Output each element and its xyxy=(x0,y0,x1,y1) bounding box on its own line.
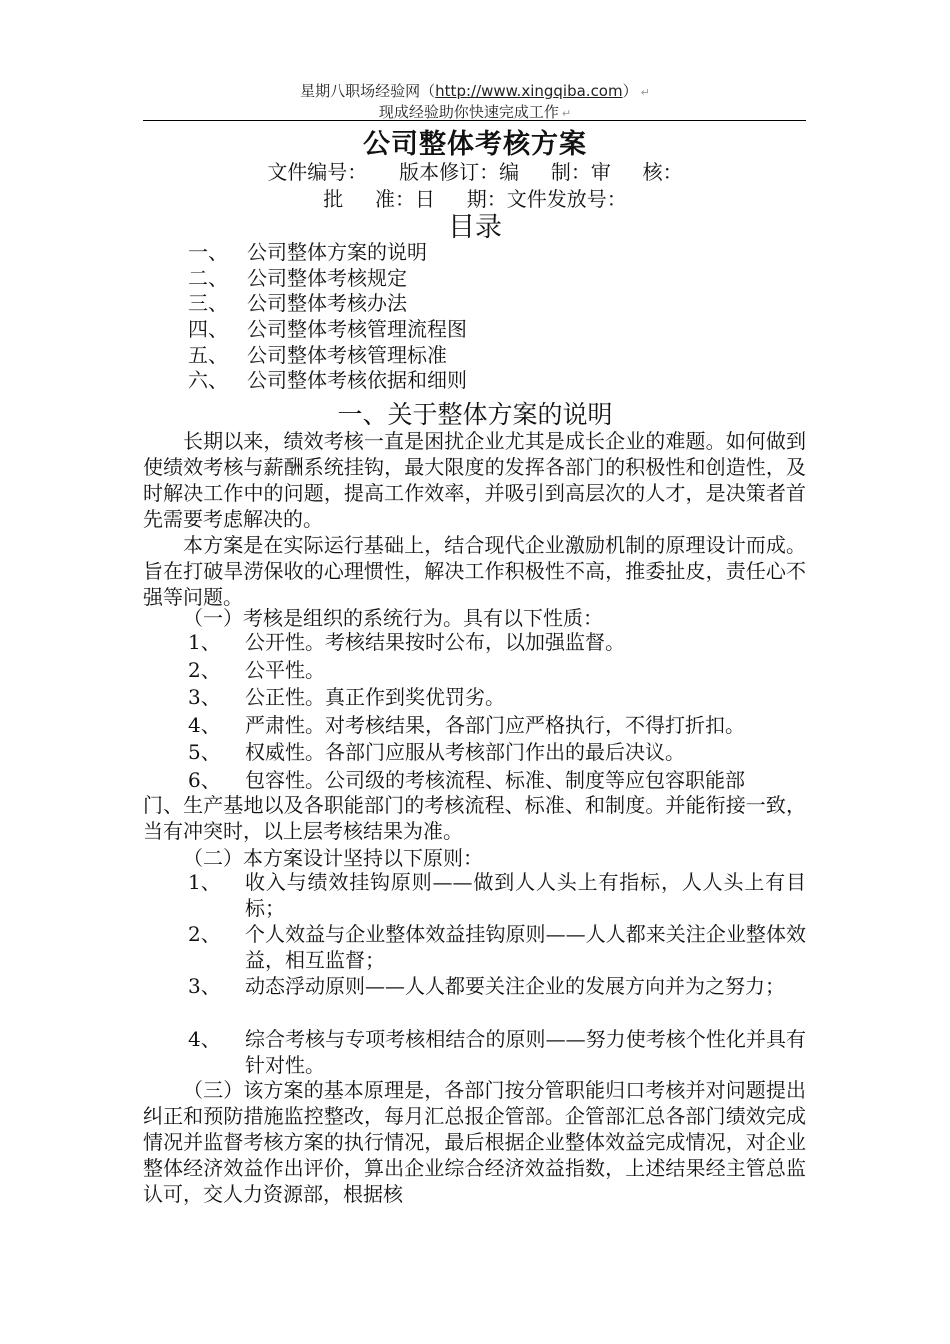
toc-item-number: 四、 xyxy=(188,317,228,342)
toc-item-number: 一、 xyxy=(188,240,228,264)
list-item-text: 包容性。公司级的考核流程、标准、制度等应包容职能部 xyxy=(245,767,745,792)
list-item xyxy=(188,739,806,767)
paragraph-mark-icon: ↵ xyxy=(640,86,650,99)
property-6-continuation: 门、生产基地以及各职能部门的考核流程、标准、和制度。并能衔接一致，当有冲突时，以上层考核结果为准。 xyxy=(143,793,806,843)
list-item xyxy=(188,684,806,712)
toc-item-number: 五、 xyxy=(188,342,228,367)
toc-item xyxy=(188,266,467,292)
list-item-text: 公平性。 xyxy=(245,657,325,682)
toc-item xyxy=(188,291,467,317)
toc-item xyxy=(188,368,467,394)
toc-item-number: 二、 xyxy=(188,265,228,290)
paragraph-mark-icon: ↵ xyxy=(561,107,572,120)
toc-item-text: 公司整体考核依据和细则 xyxy=(247,368,467,393)
list-item xyxy=(188,712,806,740)
list-item-number: 1、 xyxy=(188,630,221,654)
list-item-number: 3、 xyxy=(188,685,221,709)
toc-item-text: 公司整体考核办法 xyxy=(247,291,407,316)
header-divider xyxy=(143,120,806,121)
list-item-number: 5、 xyxy=(188,740,221,764)
list-item-text: 综合考核与专项考核相结合的原则——努力使考核个性化并具有针对性。 xyxy=(245,1027,806,1077)
list-item-number: 3、 xyxy=(188,974,221,998)
list-item-text: 个人效益与企业整体效益挂钩原则——人人都来关注企业整体效益，相互监督； xyxy=(245,922,806,972)
toc-item xyxy=(188,240,467,266)
intro-paragraph-1: 长期以来，绩效考核一直是困扰企业尤其是成长企业的难题。如何做到使绩效考核与薪酬系统挂钩，最大限度的发挥各部门的积极性和创造性，及时解决工作中的问题，提高工作效率，并吸引到高层次的人才，是决策者首先需要考虑解决的。 xyxy=(143,429,806,531)
toc-item xyxy=(188,317,467,343)
subheading-principles: （二）本方案设计坚持以下原则： xyxy=(183,846,483,870)
table-of-contents xyxy=(188,240,467,394)
meta-row-1: 文件编号： 版本修订：编 制：审 核： xyxy=(267,160,683,184)
principle-paragraph: （三）该方案的基本原理是，各部门按分管职能归口考核并对问题提出纠正和预防措施监控整改，每月汇总报企管部。企管部汇总各部门绩效完成情况并监督考核方案的执行情况，最后根据企业整体效益完成情况，对企业整体经济效益作出评价，算出企业综合经济效益指数，上述结果经主管总监认可，交人力资源部，根据核 xyxy=(143,1078,806,1206)
list-item-number: 4、 xyxy=(188,1027,221,1051)
subheading-properties: （一）考核是组织的系统行为。具有以下性质： xyxy=(183,606,603,630)
site-slogan-row xyxy=(0,101,950,122)
list-item-text: 公正性。真正作到奖优罚劣。 xyxy=(245,685,505,709)
list-item-number: 6、 xyxy=(188,767,221,792)
toc-item xyxy=(188,343,467,369)
principle-item xyxy=(188,869,806,921)
toc-item-text: 公司整体方案的说明 xyxy=(247,240,427,264)
toc-item-text: 公司整体考核管理标准 xyxy=(247,342,447,367)
toc-item-number: 三、 xyxy=(188,291,228,316)
list-item xyxy=(188,657,806,685)
site-slogan: 现成经验助你快速完成工作 xyxy=(378,103,559,121)
site-url-link[interactable]: http://www.xingqiba.com xyxy=(435,82,623,100)
list-item-text: 收入与绩效挂钩原则——做到人人头上有指标，人人头上有目标； xyxy=(245,870,806,920)
toc-title: 目录 xyxy=(448,212,502,243)
toc-item-text: 公司整体考核管理流程图 xyxy=(247,317,467,342)
list-item-text: 严肃性。对考核结果，各部门应严格执行，不得打折扣。 xyxy=(245,712,745,737)
toc-item-number: 六、 xyxy=(188,368,228,393)
list-item-text: 动态浮动原则——人人都要关注企业的发展方向并为之努力； xyxy=(245,974,785,998)
list-item xyxy=(188,629,806,657)
document-title: 公司整体考核方案 xyxy=(363,129,587,160)
list-item-text: 权威性。各部门应服从考核部门作出的最后决议。 xyxy=(245,740,685,764)
properties-list xyxy=(188,629,806,794)
site-name: 星期八职场经验网（ xyxy=(300,82,436,100)
list-item-number: 2、 xyxy=(188,657,221,682)
site-header xyxy=(0,80,950,101)
list-item xyxy=(188,767,806,795)
principle-item xyxy=(188,921,806,973)
section-title: 一、关于整体方案的说明 xyxy=(337,400,613,429)
meta-row-2: 批 准：日 期：文件发放号： xyxy=(323,187,627,211)
list-item-number: 2、 xyxy=(188,922,221,946)
list-item-number: 1、 xyxy=(188,870,221,894)
toc-item-text: 公司整体考核规定 xyxy=(247,265,407,290)
list-item-text: 公开性。考核结果按时公布，以加强监督。 xyxy=(245,630,625,654)
principle-item xyxy=(188,1026,806,1078)
principle-item xyxy=(188,973,806,999)
site-name-suffix: ） xyxy=(622,82,638,100)
intro-paragraph-2: 本方案是在实际运行基础上，结合现代企业激励机制的原理设计而成。旨在打破旱涝保收的心理惯性，解决工作积极性不高，推委扯皮，责任心不强等问题。 xyxy=(143,533,806,609)
list-item-number: 4、 xyxy=(188,712,221,737)
